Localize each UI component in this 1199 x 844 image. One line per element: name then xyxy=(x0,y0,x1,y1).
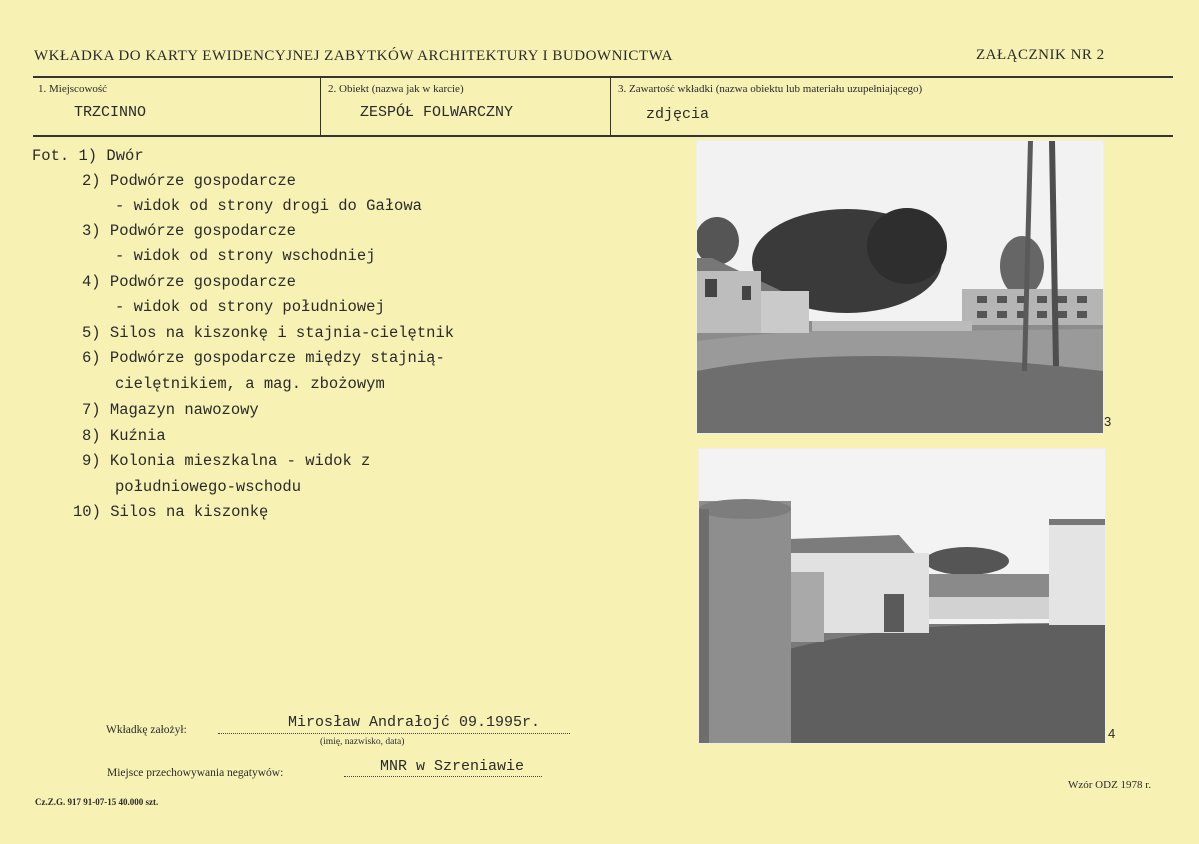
field-label-contents: 3. Zawartość wkładki (nazwa obiektu lub materiału uzupełniającego) xyxy=(618,83,923,95)
field-value-place: TRZCINNO xyxy=(74,104,147,121)
list-item: Fot. 1) Dwór xyxy=(32,147,144,165)
field-value-contents: zdjęcia xyxy=(646,106,710,123)
photo-yard-east xyxy=(696,140,1104,434)
founded-label: Wkładkę założył: xyxy=(106,724,187,736)
photo-number: 4 xyxy=(1108,726,1116,741)
list-item: 6) Podwórze gospodarcze między stajnią- xyxy=(82,349,445,367)
list-item: - widok od strony drogi do Gałowa xyxy=(115,197,422,215)
list-item: 3) Podwórze gospodarcze xyxy=(82,222,296,240)
annex-label: ZAŁĄCZNIK NR 2 xyxy=(976,47,1105,63)
list-item: - widok od strony południowej xyxy=(115,298,385,316)
storage-dotline xyxy=(344,776,542,777)
list-item: cielętnikiem, a mag. zbożowym xyxy=(115,375,385,393)
list-item: 10) Silos na kiszonkę xyxy=(73,503,269,521)
list-item: 7) Magazyn nawozowy xyxy=(82,401,259,419)
storage-value: MNR w Szreniawie xyxy=(380,758,525,775)
storage-label: Miejsce przechowywania negatywów: xyxy=(107,767,284,779)
list-item: 5) Silos na kiszonkę i stajnia-cielętnik xyxy=(82,324,455,342)
photo-yard-south xyxy=(698,448,1106,744)
list-item: - widok od strony wschodniej xyxy=(115,247,376,265)
top-rule xyxy=(33,76,1173,78)
founded-value: Mirosław Andrałojć 09.1995r. xyxy=(288,714,541,731)
list-item: 4) Podwórze gospodarcze xyxy=(82,273,296,291)
field-divider-1 xyxy=(320,78,321,135)
form-model: Wzór ODZ 1978 r. xyxy=(1068,779,1152,791)
photo-number: 3 xyxy=(1104,414,1112,429)
bottom-rule xyxy=(33,135,1173,137)
field-divider-2 xyxy=(610,78,611,135)
list-item: 2) Podwórze gospodarcze xyxy=(82,172,296,190)
print-info: Cz.Z.G. 917 91-07-15 40.000 szt. xyxy=(35,797,159,807)
form-title: WKŁADKA DO KARTY EWIDENCYJNEJ ZABYTKÓW ARCHITEKTURY I BUDOWNICTWA xyxy=(34,48,673,64)
founded-hint: (imię, nazwisko, data) xyxy=(320,737,405,747)
list-item: południowego-wschodu xyxy=(115,478,302,496)
founded-dotline xyxy=(218,733,570,734)
list-item: 8) Kuźnia xyxy=(82,427,166,445)
field-label-object: 2. Obiekt (nazwa jak w karcie) xyxy=(328,83,464,95)
list-item: 9) Kolonia mieszkalna - widok z xyxy=(82,452,371,470)
field-label-place: 1. Miejscowość xyxy=(38,83,108,95)
field-value-object: ZESPÓŁ FOLWARCZNY xyxy=(360,104,514,121)
